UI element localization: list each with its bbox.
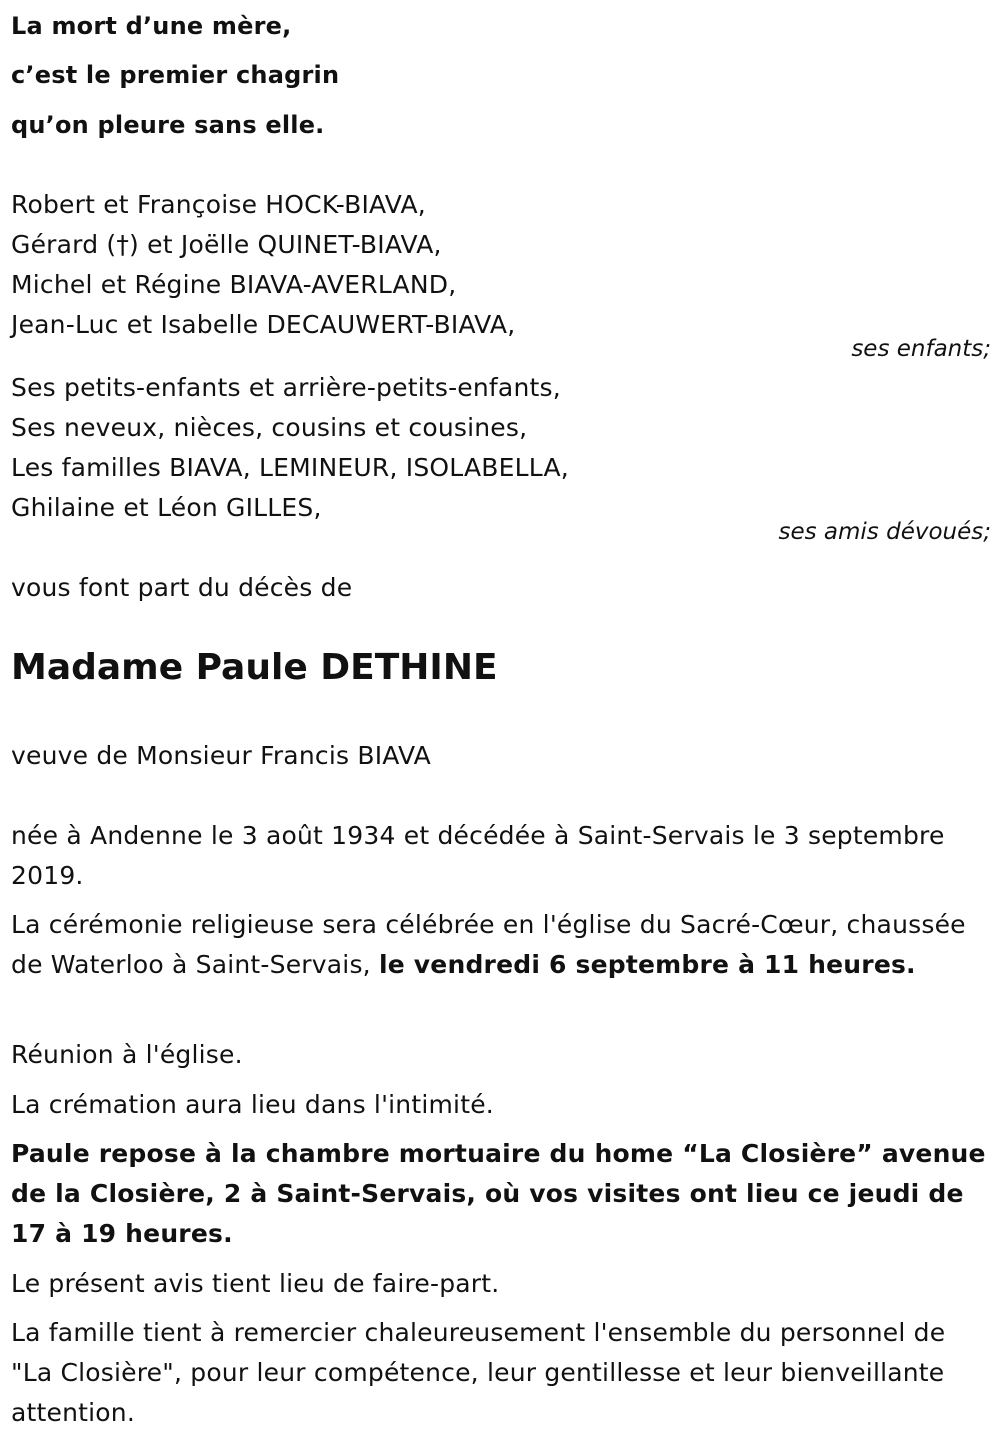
cremation-paragraph: La crémation aura lieu dans l'intimité. (11, 1090, 494, 1119)
children-line-1: Robert et Françoise HOCK-BIAVA, (11, 190, 426, 219)
announcement-text: vous font part du décès de (11, 573, 353, 602)
children-line-2: Gérard (†) et Joëlle QUINET-BIAVA, (11, 230, 442, 259)
family-line-2: Ses neveux, nièces, cousins et cousines, (11, 413, 528, 442)
children-label: ses enfants; (851, 336, 991, 362)
notice-paragraph: Le présent avis tient lieu de faire-part. (11, 1269, 500, 1298)
family-label: ses amis dévoués; (778, 519, 991, 545)
thanks-paragraph: La famille tient à remercier chaleureusement l'ensemble du personnel de "La Closière", pour leur compétence, leur gentillesse et leur bienveillante attention. (11, 1318, 946, 1427)
repose-paragraph: Paule repose à la chambre mortuaire du home “La Closière” avenue de la Closière, 2 à Saint-Servais, où vos visites ont lieu ce jeudi de 17 à 19 heures. (11, 1139, 986, 1248)
reunion-paragraph: Réunion à l'église. (11, 1040, 243, 1069)
widow-line: veuve de Monsieur Francis BIAVA (11, 741, 431, 770)
quote-line-1: La mort d’une mère, (11, 12, 292, 40)
ceremony-date: le vendredi 6 septembre à 11 heures. (378, 950, 916, 979)
family-line-1: Ses petits-enfants et arrière-petits-enfants, (11, 373, 561, 402)
quote-line-2: c’est le premier chagrin (11, 61, 340, 89)
children-line-4: Jean-Luc et Isabelle DECAUWERT-BIAVA, (11, 310, 516, 339)
birth-death-paragraph: née à Andenne le 3 août 1934 et décédée à Saint-Servais le 3 septembre 2019. (11, 821, 945, 890)
children-line-3: Michel et Régine BIAVA-AVERLAND, (11, 270, 457, 299)
ceremony-text: La cérémonie religieuse sera célébrée en l'église du Sacré-Cœur, chaussée de Waterloo à Saint-Servais, (11, 910, 966, 979)
ceremony-paragraph (11, 905, 986, 985)
quote-line-3: qu’on pleure sans elle. (11, 111, 325, 139)
family-line-4: Ghilaine et Léon GILLES, (11, 493, 322, 522)
family-line-3: Les familles BIAVA, LEMINEUR, ISOLABELLA, (11, 453, 569, 482)
deceased-name: Madame Paule DETHINE (11, 647, 498, 688)
